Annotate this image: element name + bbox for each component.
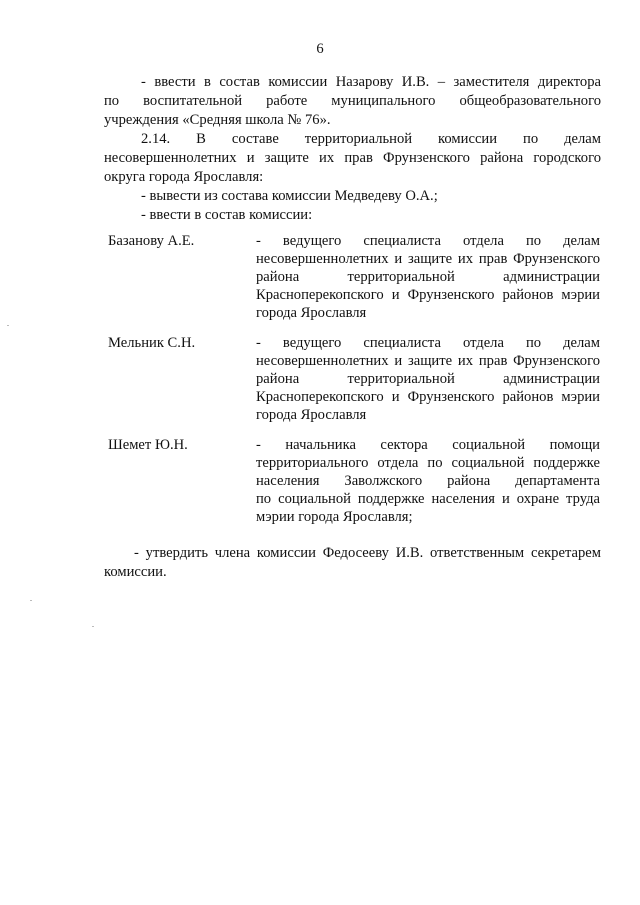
member-description-line: района территориальной администрации <box>256 269 600 285</box>
member-description <box>256 232 600 322</box>
member-description-line: Красноперекопского и Фрунзенского районов мэрии <box>256 389 600 405</box>
member-description-line: по социальной поддержке населения и охране труда <box>256 491 600 507</box>
member-description <box>256 436 600 526</box>
paragraph-line: комиссии. <box>104 564 167 580</box>
member-description-line: - начальника сектора социальной помощи <box>256 437 600 453</box>
paragraph-line: - ввести в состав комиссии Назарову И.В. – заместителя директора <box>141 74 601 90</box>
member-name: Мельник С.Н. <box>108 335 196 351</box>
member-description-line: мэрии города Ярославля; <box>256 509 413 525</box>
scan-speck <box>7 325 9 326</box>
page-number: 6 <box>316 41 324 57</box>
paragraph-line: 2.14. В составе территориальной комиссии по делам <box>141 131 601 147</box>
paragraph-line: по воспитательной работе муниципального общеобразовательного <box>104 93 601 109</box>
add-members-line: - ввести в состав комиссии: <box>141 207 313 223</box>
member-description-line: города Ярославля <box>256 407 367 423</box>
member-description-line: района территориальной администрации <box>256 371 600 387</box>
member-description-line: населения Заволжского района департамента <box>256 473 600 489</box>
paragraph-line: учреждения «Средняя школа № 76». <box>104 112 331 128</box>
member-name: Базанову А.Е. <box>108 233 195 249</box>
member-description-line: - ведущего специалиста отдела по делам <box>256 335 600 351</box>
member-description-line: несовершеннолетних и защите их прав Фрунзенского <box>256 251 600 267</box>
scan-speck <box>92 626 94 627</box>
paragraph-line: округа города Ярославля: <box>104 169 264 185</box>
member-description-line: несовершеннолетних и защите их прав Фрунзенского <box>256 353 600 369</box>
member-name: Шемет Ю.Н. <box>108 437 188 453</box>
member-description-line: города Ярославля <box>256 305 367 321</box>
member-description-line: территориального отдела по социальной поддержке <box>256 455 600 471</box>
remove-member-line: - вывести из состава комиссии Медведеву О.А.; <box>141 188 438 204</box>
paragraph-line: несовершеннолетних и защите их прав Фрунзенского района городского <box>104 150 601 166</box>
scan-speck <box>30 600 32 601</box>
member-description-line: - ведущего специалиста отдела по делам <box>256 233 600 249</box>
member-description-line: Красноперекопского и Фрунзенского районов мэрии <box>256 287 600 303</box>
member-description <box>256 334 600 424</box>
paragraph-line: - утвердить члена комиссии Федосееву И.В. ответственным секретарем <box>134 545 601 561</box>
